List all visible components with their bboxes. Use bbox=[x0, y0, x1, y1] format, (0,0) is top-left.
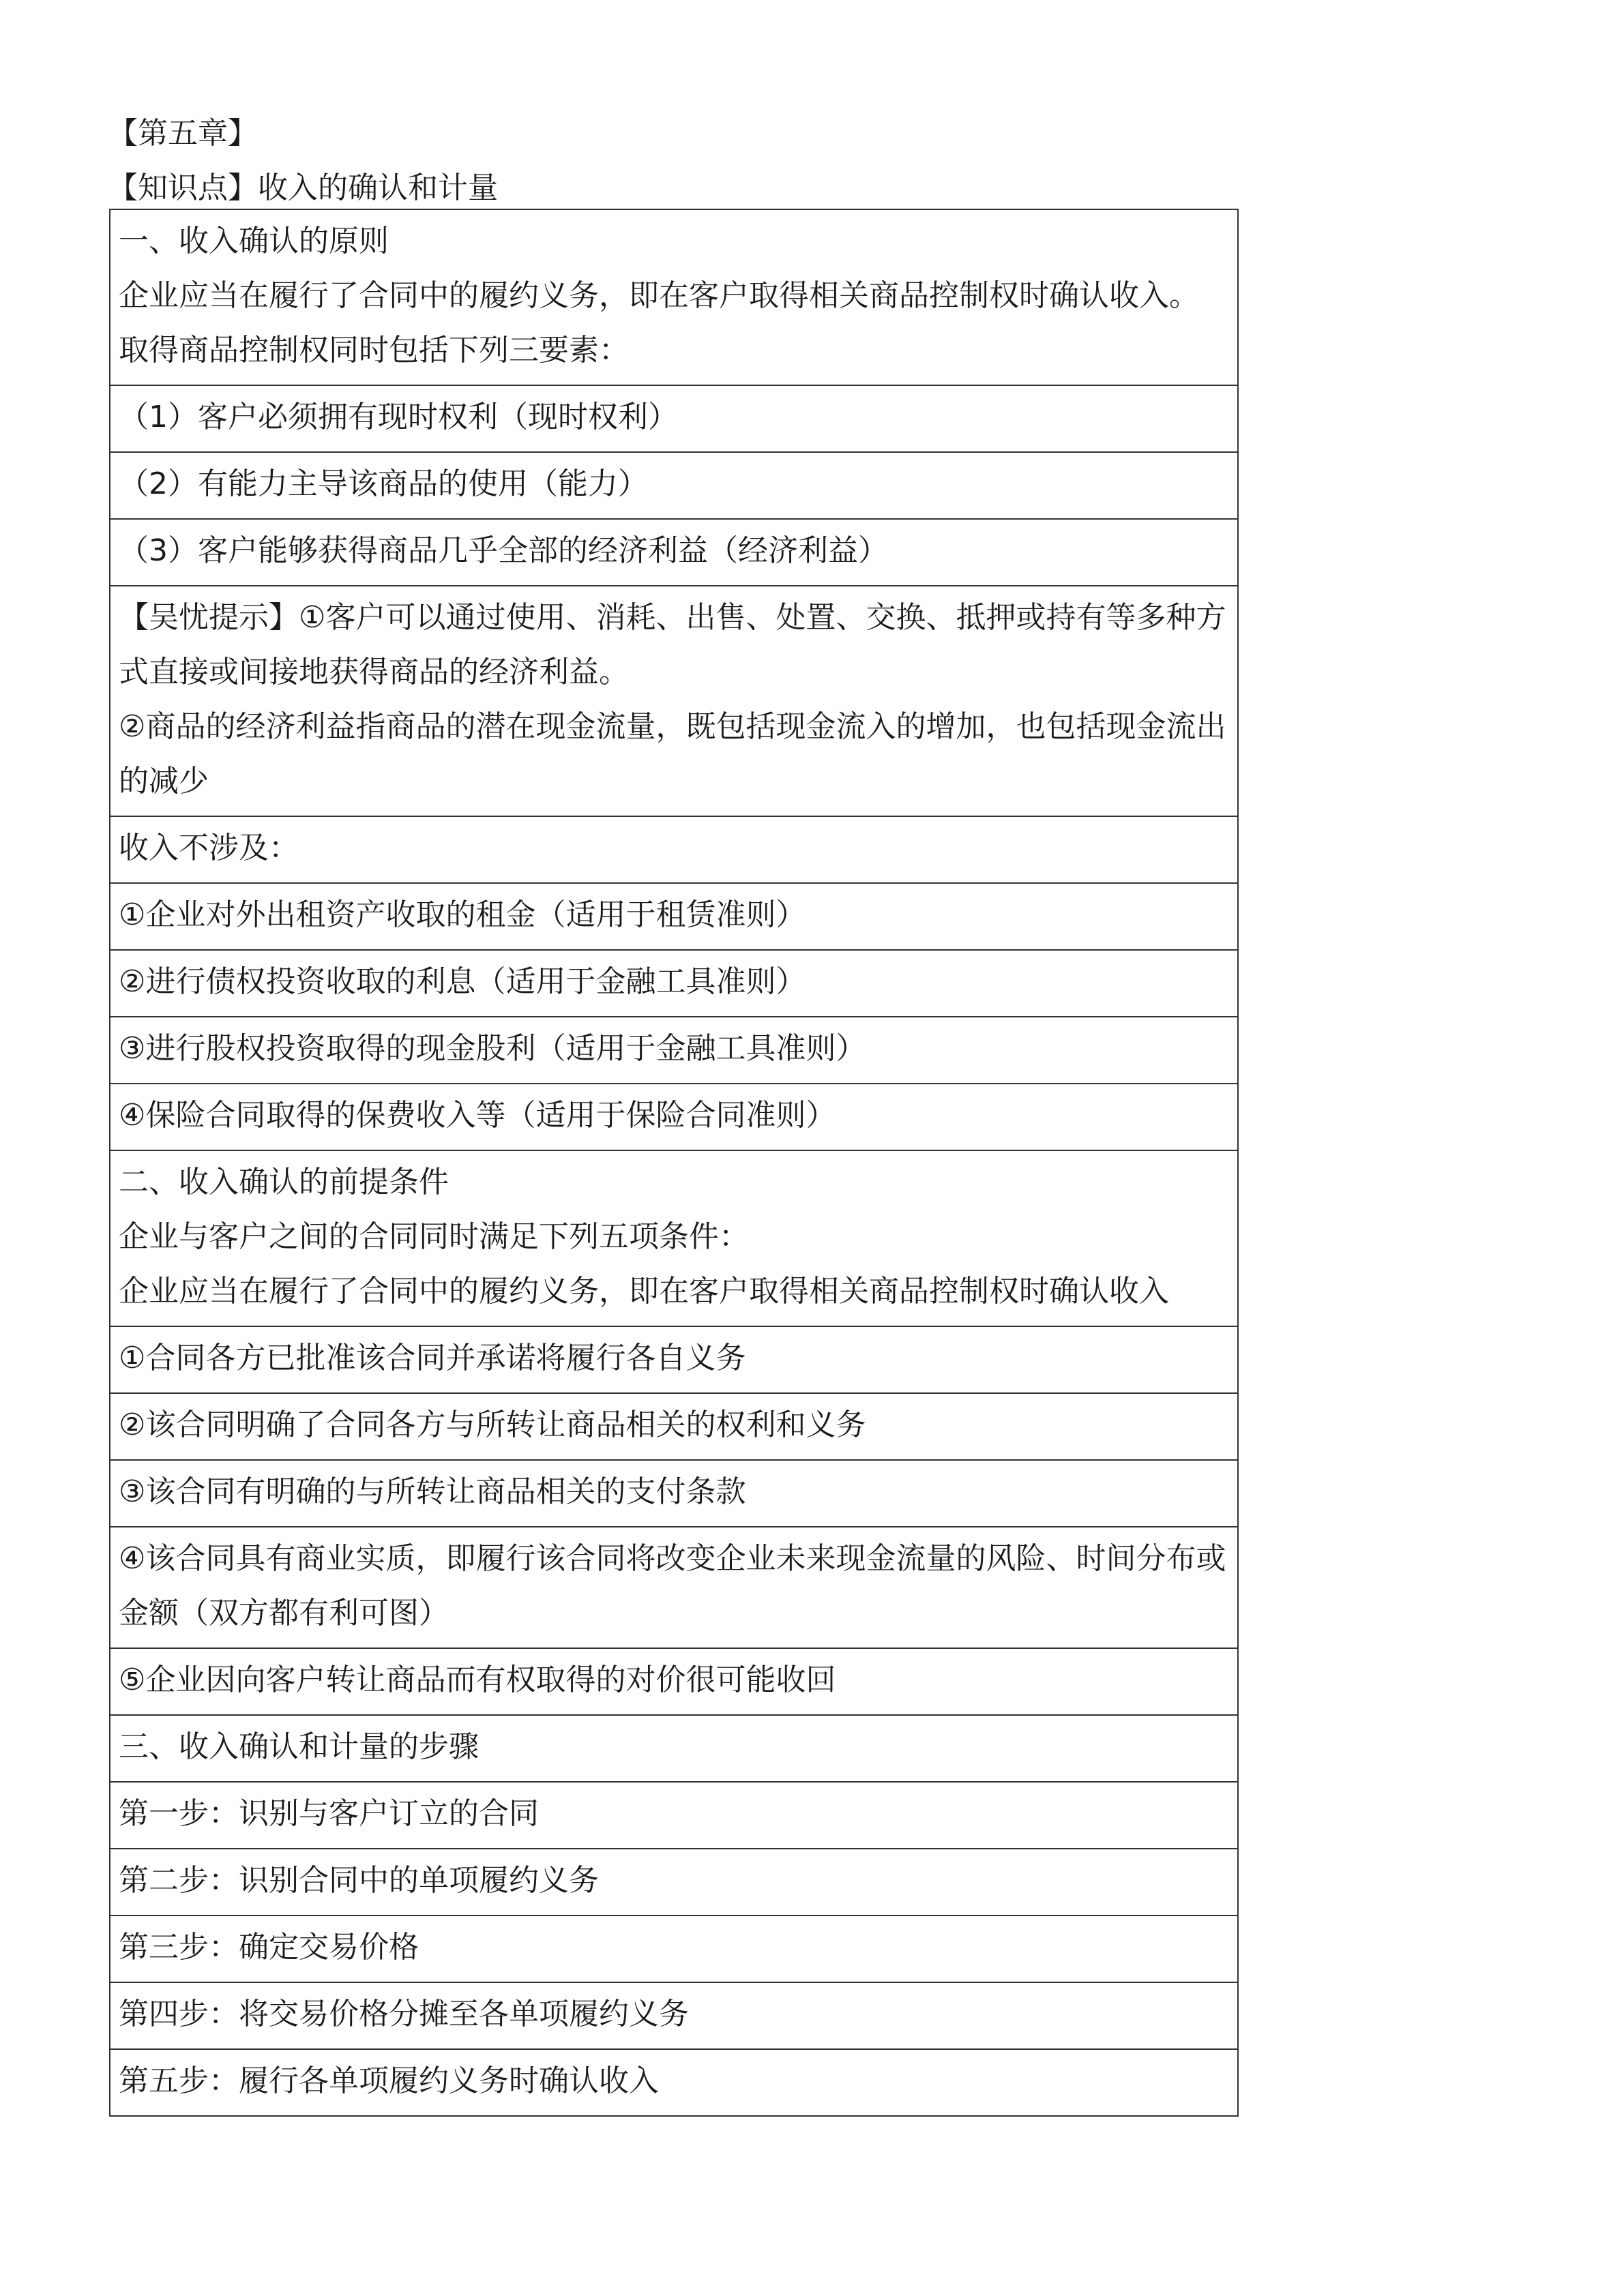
cell-text-line: 收入不涉及： bbox=[119, 831, 299, 865]
cell-paragraph: 【吴忧提示】①客户可以通过使用、消耗、出售、处置、交换、抵押或持有等多种方式直接或间接地获得商品的经济利益。 bbox=[119, 600, 1226, 689]
table-cell bbox=[110, 950, 1238, 1017]
table-row bbox=[110, 1393, 1238, 1460]
table-row bbox=[110, 1782, 1238, 1849]
table-row bbox=[110, 883, 1238, 950]
table-cell bbox=[110, 452, 1238, 519]
content-table bbox=[109, 209, 1239, 2117]
table-row bbox=[110, 816, 1238, 883]
cell-text-line: ②进行债权投资收取的利息（适用于金融工具准则） bbox=[119, 964, 806, 999]
cell-text-line: 三、收入确认和计量的步骤 bbox=[119, 1729, 479, 1764]
table-cell bbox=[110, 1393, 1238, 1460]
table-cell bbox=[110, 1982, 1238, 2049]
table-cell bbox=[110, 1017, 1238, 1084]
table-row bbox=[110, 1326, 1238, 1393]
table-cell bbox=[110, 2049, 1238, 2116]
cell-text-line: 二、收入确认的前提条件 bbox=[119, 1165, 449, 1199]
table-cell bbox=[110, 1460, 1238, 1527]
cell-text-line: 第三步：确定交易价格 bbox=[119, 1930, 419, 1965]
table-row bbox=[110, 1460, 1238, 1527]
table-cell bbox=[110, 816, 1238, 883]
cell-text-line: 企业应当在履行了合同中的履约义务，即在客户取得相关商品控制权时确认收入。 bbox=[119, 278, 1199, 313]
table-row bbox=[110, 2049, 1238, 2116]
table-row bbox=[110, 1150, 1238, 1326]
table-cell bbox=[110, 1326, 1238, 1393]
chapter-heading: 【第五章】 bbox=[108, 116, 258, 151]
topic-heading: 【知识点】收入的确认和计量 bbox=[108, 170, 498, 205]
table-row bbox=[110, 1084, 1238, 1150]
cell-text-line: （1）客户必须拥有现时权利（现时权利） bbox=[119, 400, 678, 434]
table-row bbox=[110, 1648, 1238, 1715]
cell-text-line: 企业与客户之间的合同同时满足下列五项条件： bbox=[119, 1219, 749, 1254]
table-row bbox=[110, 1715, 1238, 1782]
cell-text-line: 一、收入确认的原则 bbox=[119, 224, 389, 258]
cell-text-line: ⑤企业因向客户转让商品而有权取得的对价很可能收回 bbox=[119, 1663, 836, 1697]
table-row bbox=[110, 1915, 1238, 1982]
table-row bbox=[110, 1017, 1238, 1084]
table-cell bbox=[110, 1915, 1238, 1982]
table-cell bbox=[110, 1648, 1238, 1715]
table-row bbox=[110, 209, 1238, 385]
cell-text-line: ①合同各方已批准该合同并承诺将履行各自义务 bbox=[119, 1341, 746, 1375]
cell-text-line: 取得商品控制权同时包括下列三要素： bbox=[119, 333, 629, 368]
cell-text-line: 企业应当在履行了合同中的履约义务，即在客户取得相关商品控制权时确认收入 bbox=[119, 1274, 1169, 1309]
cell-text-line: ①企业对外出租资产收取的租金（适用于租赁准则） bbox=[119, 897, 806, 932]
table-row bbox=[110, 1849, 1238, 1915]
table-row bbox=[110, 950, 1238, 1017]
cell-text-line: ②该合同明确了合同各方与所转让商品相关的权利和义务 bbox=[119, 1407, 866, 1442]
table-cell bbox=[110, 1150, 1238, 1326]
table-cell bbox=[110, 209, 1238, 385]
cell-paragraph: ②商品的经济利益指商品的潜在现金流量，既包括现金流入的增加，也包括现金流出的减少 bbox=[119, 709, 1226, 799]
table-cell bbox=[110, 1715, 1238, 1782]
cell-text-line: ③该合同有明确的与所转让商品相关的支付条款 bbox=[119, 1474, 746, 1509]
cell-text-line: （3）客户能够获得商品几乎全部的经济利益（经济利益） bbox=[119, 533, 888, 568]
cell-paragraph: ④该合同具有商业实质，即履行该合同将改变企业未来现金流量的风险、时间分布或金额（双方都有利可图） bbox=[119, 1541, 1226, 1630]
cell-text-line: ④保险合同取得的保费收入等（适用于保险合同准则） bbox=[119, 1098, 836, 1133]
table-cell bbox=[110, 385, 1238, 452]
table-cell bbox=[110, 586, 1238, 816]
cell-text-line: ③进行股权投资取得的现金股利（适用于金融工具准则） bbox=[119, 1031, 866, 1066]
cell-text-line: 第四步：将交易价格分摊至各单项履约义务 bbox=[119, 1997, 689, 2031]
table-cell bbox=[110, 519, 1238, 586]
table-row bbox=[110, 519, 1238, 586]
cell-text-line: 第一步：识别与客户订立的合同 bbox=[119, 1796, 539, 1831]
table-cell bbox=[110, 1527, 1238, 1648]
table-row bbox=[110, 385, 1238, 452]
table-row bbox=[110, 452, 1238, 519]
table-row bbox=[110, 586, 1238, 816]
cell-text-line: 第五步：履行各单项履约义务时确认收入 bbox=[119, 2063, 659, 2098]
table-body bbox=[110, 209, 1238, 2116]
table-cell bbox=[110, 1782, 1238, 1849]
table-row bbox=[110, 1982, 1238, 2049]
table-row bbox=[110, 1527, 1238, 1648]
cell-text-line: 第二步：识别合同中的单项履约义务 bbox=[119, 1863, 599, 1898]
table-cell bbox=[110, 883, 1238, 950]
cell-text-line: （2）有能力主导该商品的使用（能力） bbox=[119, 466, 648, 501]
table-cell bbox=[110, 1084, 1238, 1150]
table-cell bbox=[110, 1849, 1238, 1915]
